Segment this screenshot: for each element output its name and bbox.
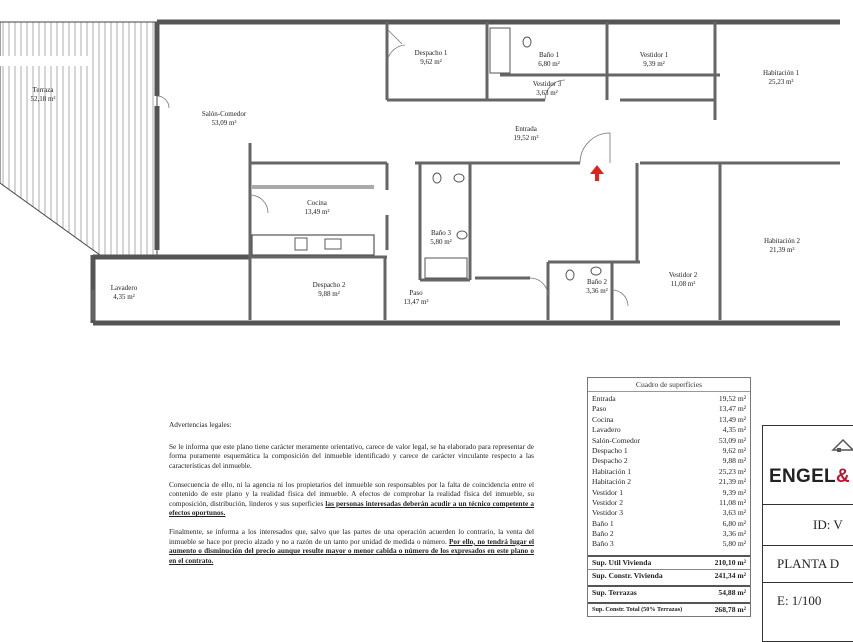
room-name: Habitación 1: [763, 69, 799, 77]
scale-label: E: 1/100: [777, 593, 822, 608]
svg-text:Vestidor 33,63 m²: [533, 80, 562, 97]
svg-text:Habitación 125,23 m²: [763, 69, 799, 86]
legal-paragraph: Se le informa que este plano tiene carácter meramente orientativo, carece de valor legal, se ha elaborado para representar de forma puramente esquemática la composición del inmueble identificado y carece de carácter vinculante respecto a las características del inmueble.: [169, 441, 534, 470]
legal-text: Finalmente, se informa a los interesados que, salvo que las partes de una operación acuerden lo contrario, la venta del inmueble se hace por precio alzado y no a razón de un tanto por unidad de medida o número.: [169, 527, 534, 546]
area-row-value: 21,39 m²: [718, 477, 746, 487]
area-row: [592, 436, 746, 446]
house-roof-icon: [833, 438, 853, 452]
room-name: Baño 2: [586, 278, 608, 286]
brand-logo-amp: &: [835, 466, 850, 487]
area-row: [592, 477, 746, 487]
area-row-name: Baño 3: [592, 539, 614, 549]
svg-text:Entrada19,52 m²: [513, 125, 538, 142]
area-row-name: Baño 2: [592, 529, 614, 539]
room-area: 19,52 m²: [513, 134, 539, 142]
area-row-name: Habitación 1: [592, 466, 632, 476]
area-row-name: Vestidor 3: [592, 508, 624, 518]
total-area-label: Sup. Constr. Total (50% Terrazas): [592, 605, 683, 613]
room-name: Vestidor 1: [639, 51, 669, 59]
room-name: Lavadero: [110, 284, 138, 292]
svg-text:Vestidor 19,39 m²: [640, 51, 669, 68]
svg-text:Cocina13,49 m²: [304, 199, 329, 216]
id-label: ID: V: [813, 517, 843, 532]
area-row-value: 13,49 m²: [718, 414, 746, 424]
room-area: 13,47 m²: [403, 298, 429, 306]
kitchen-counter: [252, 235, 374, 255]
cocina-wall-top: [252, 185, 374, 189]
area-row-value: 5,80 m²: [722, 539, 746, 549]
constr-area-label: Sup. Constr. Vivienda: [592, 570, 663, 580]
total-area-row: [588, 602, 750, 616]
toilet-icon: [433, 173, 441, 183]
area-row-value: 9,62 m²: [722, 445, 746, 455]
room-area: 11,08 m²: [670, 280, 696, 288]
area-row: [592, 404, 746, 414]
room-area: 9,39 m²: [643, 60, 665, 68]
room-area: 6,80 m²: [538, 60, 560, 68]
svg-text:Baño 16,80 m²: [538, 51, 560, 68]
room-area: 4,35 m²: [113, 293, 135, 301]
area-row: [592, 498, 746, 508]
area-row-name: Paso: [592, 404, 607, 414]
legal-paragraph: [169, 527, 534, 566]
svg-text:Terraza52,18 m²: [30, 86, 55, 103]
room-area: 3,36 m²: [586, 287, 608, 295]
total-area-value: 268,78 m²: [714, 604, 746, 614]
door-swings: [157, 30, 628, 306]
room-name: Habitación 2: [764, 237, 800, 245]
area-row-value: 11,08 m²: [719, 497, 746, 507]
svg-text:Paso13,47 m²: [403, 289, 428, 306]
area-table-rows: [588, 392, 750, 552]
room-area: 52,18 m²: [30, 95, 56, 103]
terrace-area-row: [588, 585, 750, 599]
room-area: 13,49 m²: [304, 208, 330, 216]
area-row-name: Cocina: [592, 414, 614, 424]
entry-arrow-icon: [590, 165, 604, 181]
room-area: 9,88 m²: [318, 290, 340, 298]
room-name: Entrada: [515, 125, 537, 133]
area-table-title: Cuadro de superfícies: [588, 378, 750, 392]
area-row: [592, 508, 746, 518]
title-block: [762, 425, 853, 642]
legal-paragraph: [169, 480, 534, 519]
room-area: 9,62 m²: [420, 58, 442, 66]
area-row: [592, 446, 746, 456]
room-name: Despacho 2: [312, 281, 346, 289]
room-area: 53,09 m²: [211, 119, 237, 127]
area-row-value: 9,88 m²: [722, 456, 746, 466]
terrace-area-value: 54,88 m²: [718, 587, 746, 597]
area-row: [592, 488, 746, 498]
room-area: 5,80 m²: [430, 238, 452, 246]
area-row-name: Baño 1: [592, 518, 614, 528]
util-area-row: [588, 555, 750, 569]
area-row-value: 9,39 m²: [722, 487, 746, 497]
area-row-value: 53,09 m²: [718, 435, 746, 445]
area-row-name: Vestidor 2: [592, 497, 624, 507]
washbasin-icon: [591, 267, 601, 275]
washbasin-icon: [457, 231, 467, 239]
svg-text:Baño 35,80 m²: [430, 229, 452, 246]
planta-label: PLANTA D: [777, 556, 840, 571]
legal-emphasis: Por ello, no tendrá lugar el aumento o disminución del precio aunque resulte mayor o menor cabida o número de los expresados en este plano o en el contrato.: [169, 536, 534, 565]
svg-text:Baño 23,36 m²: [586, 278, 608, 295]
area-row-value: 3,63 m²: [722, 508, 746, 518]
legal-text: Consecuencia de ello, ni la agencia ni los propietarios del inmueble son responsables por la falta de coincidencia entre el contenido de este plano y la realidad física del inmueble. A efectos de comprobar la realidad física del inmueble, su composición, distribución, linderos y sus superficies: [169, 479, 534, 508]
area-row: [592, 467, 746, 477]
room-area: 25,23 m²: [768, 78, 794, 86]
bathtub-icon: [490, 28, 510, 73]
area-row: [592, 394, 746, 404]
area-row: [592, 539, 746, 549]
brand-logo-text: ENGEL: [769, 466, 836, 487]
area-row-name: Despacho 1: [592, 445, 628, 455]
room-name: Vestidor 2: [668, 271, 698, 279]
area-row: [592, 529, 746, 539]
legal-title: Advertencias legales:: [169, 420, 232, 429]
room-name: Cocina: [307, 199, 327, 207]
constr-area-row: [588, 569, 750, 582]
constr-area-value: 241,34 m²: [714, 570, 746, 580]
util-area-value: 210,10 m²: [714, 557, 746, 567]
area-row-name: Lavadero: [592, 425, 621, 435]
area-row: [592, 425, 746, 435]
room-name: Baño 3: [430, 229, 452, 237]
toilet-icon: [566, 270, 574, 280]
util-area-label: Sup. Util Vivienda: [592, 557, 652, 567]
area-row-name: Vestidor 1: [592, 487, 624, 497]
room-name: Paso: [409, 289, 423, 297]
room-area: 3,63 m²: [536, 89, 558, 97]
legal-notice: [169, 420, 534, 575]
svg-text:Vestidor 211,08 m²: [669, 271, 698, 288]
plan-cell: [763, 545, 853, 582]
area-row-name: Despacho 2: [592, 456, 628, 466]
area-row-name: Entrada: [592, 394, 616, 403]
shower-icon: [425, 258, 467, 278]
svg-text:Despacho 29,88 m²: [313, 281, 346, 298]
svg-text:Despacho 19,62 m²: [415, 49, 448, 66]
svg-text:Salón-Comedor53,09 m²: [202, 110, 247, 127]
room-name: Salón-Comedor: [201, 110, 247, 118]
area-row-value: 4,35 m²: [722, 425, 746, 435]
area-row: [592, 456, 746, 466]
area-table: [587, 377, 751, 617]
id-cell: [763, 504, 853, 545]
scale-cell: [763, 582, 853, 619]
room-name: Vestidor 3: [532, 80, 562, 88]
area-row: [592, 519, 746, 529]
room-area: 21,39 m²: [769, 246, 795, 254]
svg-text:Habitación 221,39 m²: [764, 237, 800, 254]
svg-text:Lavadero4,35 m²: [111, 284, 138, 301]
area-row-name: Salón-Comedor: [592, 435, 641, 445]
washbasin-icon: [454, 174, 464, 182]
room-name: Baño 1: [538, 51, 560, 59]
room-name: Despacho 1: [414, 49, 448, 57]
room-name: Terraza: [32, 86, 54, 94]
area-row-value: 19,52 m²: [718, 394, 746, 403]
area-row-value: 3,36 m²: [722, 529, 746, 539]
area-row-value: 6,80 m²: [722, 518, 746, 528]
toilet-icon: [523, 37, 531, 47]
area-row-name: Habitación 2: [592, 477, 632, 487]
area-row-value: 25,23 m²: [718, 466, 746, 476]
legal-emphasis: las personas interesadas deberán acudir a un técnico competente a efectos oportunos.: [169, 498, 534, 518]
area-row-value: 13,47 m²: [718, 404, 746, 414]
brand-logo: [769, 466, 850, 488]
terrace-area-label: Sup. Terrazas: [592, 587, 637, 597]
area-row: [592, 415, 746, 425]
